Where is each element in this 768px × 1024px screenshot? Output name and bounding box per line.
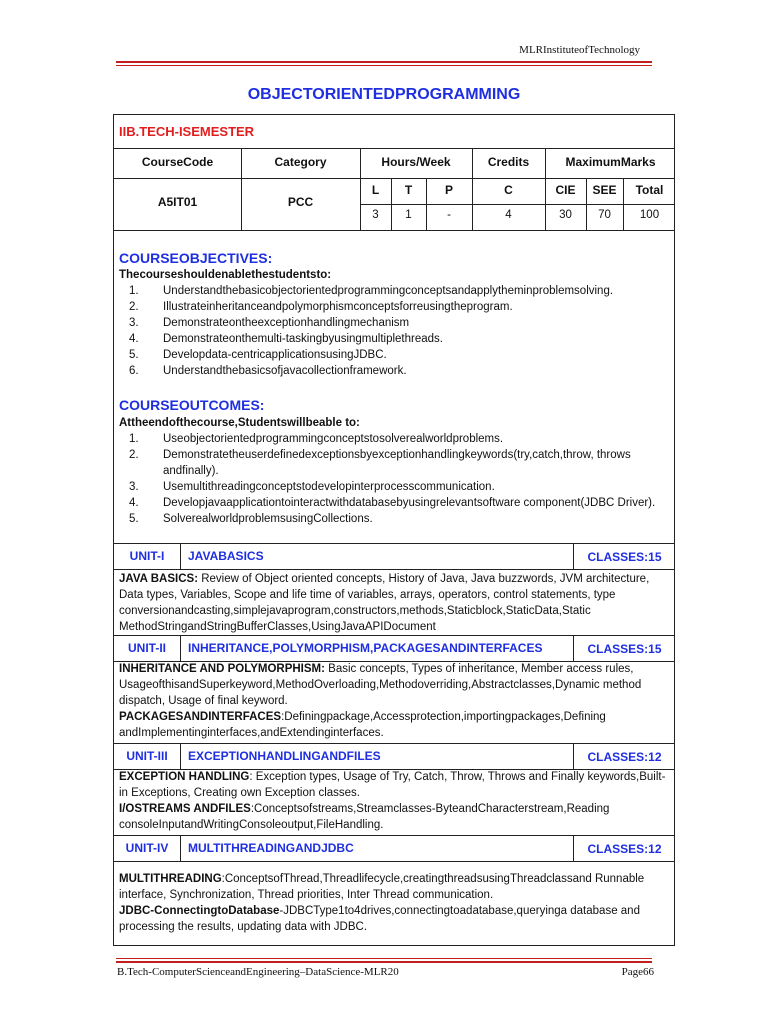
unit-rule (180, 635, 181, 661)
header-institute: MLRInstituteofTechnology (519, 44, 640, 56)
unit-rule (114, 635, 674, 636)
unit-2-label: UNIT-II (128, 641, 166, 655)
unit-rule (180, 543, 181, 569)
header-course-code: CourseCode (141, 155, 214, 169)
header-rule (116, 61, 652, 63)
unit-3-topic-1-heading: EXCEPTION HANDLING (119, 771, 250, 783)
outcomes-heading: COURSEOUTCOMES: (119, 397, 265, 413)
unit-4-title: MULTITHREADINGANDJDBC (188, 841, 354, 855)
unit-4-label: UNIT-IV (125, 841, 169, 855)
unit-2-content (119, 661, 669, 741)
unit-3-content (119, 769, 669, 833)
list-item-text: Developdata-centricapplicationsusingJDBC. (163, 349, 387, 361)
unit-1-classes: CLASSES:15 (587, 550, 662, 564)
unit-rule (180, 835, 181, 861)
unit-2-topic-1-text: Basic concepts, Types of inheritance, Member access rules, UsageofthisandSuperkeyword,MethodOverloading,Methodoverriding,Abstractclasses,Dynamic method dispatch, Usage of final keyword. (119, 663, 642, 707)
subheader-l: L (371, 183, 380, 197)
outcomes-list (119, 431, 669, 527)
list-item-number: 4. (129, 333, 139, 345)
unit-1-topic-1-heading: JAVA BASICS: (119, 573, 199, 585)
value-total: 100 (639, 209, 660, 221)
objectives-section (119, 267, 669, 379)
table-rule (114, 230, 674, 231)
subheader-total: Total (635, 183, 664, 197)
subheader-cie: CIE (555, 183, 576, 197)
syllabus-frame (113, 114, 675, 946)
unit-rule (114, 569, 674, 570)
unit-2-topic-2-text: :Definingpackage,Accessprotection,importingpackages,Defining andImplementinginterfaces,andExtendinginterfaces. (119, 711, 606, 739)
unit-4-content (119, 871, 669, 935)
value-c: 4 (505, 209, 512, 221)
list-item-text: Developjavaapplicationtointeractwithdatabasebyusingrelevantsoftware component(JDBC Driver). (163, 497, 656, 509)
semester-label: IIB.TECH-ISEMESTER (119, 124, 255, 139)
unit-rule (114, 835, 674, 836)
unit-4-classes: CLASSES:12 (587, 842, 662, 856)
value-see: 70 (598, 209, 611, 221)
list-item (119, 299, 669, 315)
objectives-intro: Thecourseshouldenablethestudentsto: (119, 269, 332, 281)
list-item-text: Demonstrateonthemulti-taskingbyusingmultiplethreads. (163, 333, 443, 345)
list-item (119, 363, 669, 379)
list-item (119, 511, 669, 527)
unit-1-title: JAVABASICS (188, 549, 264, 563)
header-category: Category (274, 155, 327, 169)
unit-2-title: INHERITANCE,POLYMORPHISM,PACKAGESANDINTERFACES (188, 641, 543, 655)
list-item-text: Demonstrateontheexceptionhandlingmechanism (163, 317, 410, 329)
value-cie: 30 (559, 209, 572, 221)
unit-3-label: UNIT-III (126, 749, 168, 763)
list-item-text: Demonstratetheuserdefinedexceptionsbyexceptionhandlingkeywords(try,catch,throw, throws andfinally). (163, 449, 631, 477)
table-rule (360, 204, 674, 205)
unit-4-topic-1-heading: MULTITHREADING (119, 873, 222, 885)
list-item-number: 5. (129, 513, 139, 525)
table-rule (114, 148, 674, 149)
unit-1-content (119, 571, 669, 635)
unit-rule (114, 861, 674, 862)
list-item (119, 331, 669, 347)
unit-1-label: UNIT-I (129, 549, 165, 563)
unit-3-title: EXCEPTIONHANDLINGANDFILES (188, 749, 381, 763)
list-item-number: 1. (129, 433, 139, 445)
value-course-code: A5IT01 (157, 195, 198, 209)
unit-3-topic-2-heading: I/OSTREAMS ANDFILES (119, 803, 251, 815)
footer-program: B.Tech-ComputerScienceandEngineering–DataScience-MLR20 (117, 966, 399, 978)
list-item (119, 495, 669, 511)
unit-3-topic-1-text: : Exception types, Usage of Try, Catch, Throw, Throws and Finally keywords,Built-in Exceptions, Creating own Exception classes. (119, 771, 666, 799)
value-p: - (447, 209, 451, 221)
subheader-c: C (504, 183, 513, 197)
list-item-text: Understandthebasicsofjavacollectionframework. (163, 365, 407, 377)
outcomes-intro: Attheendofthecourse,Studentswillbeable to: (119, 417, 360, 429)
subheader-t: T (404, 183, 413, 197)
unit-3-classes: CLASSES:12 (587, 750, 662, 764)
header-rule-thin (116, 65, 652, 66)
list-item (119, 447, 669, 479)
subheader-see: SEE (592, 183, 617, 197)
list-item-text: Useobjectorientedprogrammingconceptstosolverealworldproblems. (163, 433, 504, 445)
header-max-marks: MaximumMarks (565, 155, 656, 169)
unit-2-topic-1-heading: INHERITANCE AND POLYMORPHISM: (119, 663, 325, 675)
value-l: 3 (372, 209, 379, 221)
list-item-number: 3. (129, 317, 139, 329)
list-item-number: 4. (129, 497, 139, 509)
list-item-text: SolverealworldproblemsusingCollections. (163, 513, 373, 525)
document-title: OBJECTORIENTEDPROGRAMMING (247, 86, 521, 103)
unit-rule (114, 543, 674, 544)
objectives-list (119, 283, 669, 379)
footer-rule-thin (116, 958, 652, 959)
list-item-number: 5. (129, 349, 139, 361)
list-item-number: 2. (129, 301, 139, 313)
unit-3-topic-2-text: :Conceptsofstreams,Streamclasses-ByteandCharacterstream,Reading consoleInputandWritingConsoleoutput,FileHandling. (119, 803, 610, 831)
table-rule (114, 178, 674, 179)
objectives-heading: COURSEOBJECTIVES: (119, 250, 273, 266)
list-item-text: Illustrateinheritanceandpolymorphismconceptsforreusingtheprogram. (163, 301, 513, 313)
list-item (119, 283, 669, 299)
list-item-number: 3. (129, 481, 139, 493)
list-item-number: 6. (129, 365, 139, 377)
unit-4-topic-2-heading: JDBC-ConnectingtoDatabase (119, 905, 280, 917)
list-item-text: Usemultithreadingconceptstodevelopinterprocesscommunication. (163, 481, 495, 493)
unit-4-topic-2-text: -JDBCType1to4drives,connectingtoadatabase,queryinga database and processing the results, updating data with JDBC. (119, 905, 640, 933)
unit-2-topic-2-heading: PACKAGESANDINTERFACES (119, 711, 282, 723)
unit-1-topic-1-text: Review of Object oriented concepts, History of Java, Java buzzwords, JVM architecture, Data types, Variables, Scope and life time of variables, arrays, operators, control statements, type conversionandcasting,simplejavaprogram,constructors,methods,Staticblock,StaticData,Static MethodStringandStringBufferClasses,UsingJavaAPIDocument (119, 573, 650, 633)
value-category: PCC (287, 195, 314, 209)
subheader-p: P (444, 183, 453, 197)
unit-rule (180, 743, 181, 769)
unit-4-topic-1-text: :ConceptsofThread,Threadlifecycle,creatingthreadsusingThreadclassand Runnable interface, Synchronization, Thread priorities, Inter Thread communication. (119, 873, 645, 901)
header-hours-week: Hours/Week (381, 155, 451, 169)
list-item-number: 1. (129, 285, 139, 297)
outcomes-section (119, 415, 669, 527)
header-credits: Credits (487, 155, 530, 169)
list-item (119, 479, 669, 495)
list-item (119, 347, 669, 363)
list-item-text: Understandthebasicobjectorientedprogrammingconceptsandapplytheminproblemsolving. (163, 285, 614, 297)
footer-page-number: Page66 (621, 966, 654, 978)
unit-2-classes: CLASSES:15 (587, 642, 662, 656)
footer-rule (116, 961, 652, 963)
list-item (119, 315, 669, 331)
list-item (119, 431, 669, 447)
list-item-number: 2. (129, 449, 139, 461)
unit-rule (114, 743, 674, 744)
value-t: 1 (405, 209, 412, 221)
